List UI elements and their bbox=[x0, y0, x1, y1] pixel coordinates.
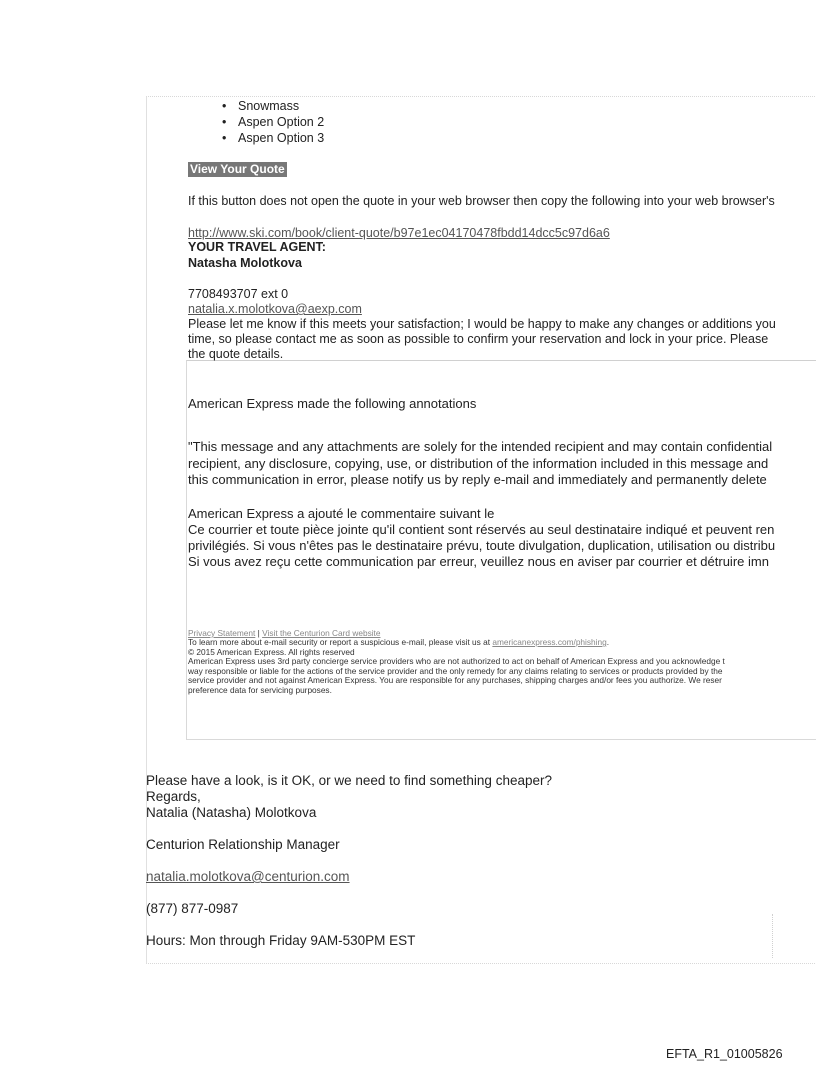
sender-phone: (877) 877-0987 bbox=[146, 901, 239, 916]
frame-divider bbox=[772, 914, 773, 958]
fineprint-disclaimer-line: service provider and not against American Express. You are responsible for any purchases, shipping charges and/or fees you authorize. We reser bbox=[188, 675, 722, 685]
centurion-website-link[interactable]: Visit the Centurion Card website bbox=[262, 628, 381, 638]
list-item: • Aspen Option 3 bbox=[222, 131, 325, 145]
regards-text: Regards, bbox=[146, 789, 201, 804]
french-heading: American Express a ajouté le commentaire suivant le bbox=[188, 506, 495, 521]
agent-message-line: Please let me know if this meets your satisfaction; I would be happy to make any changes or additions you bbox=[188, 317, 776, 331]
disclaimer-line: recipient, any disclosure, copying, use, or distribution of the information included in this message and bbox=[188, 456, 769, 471]
agent-email-link[interactable]: natalia.x.molotkova@aexp.com bbox=[188, 302, 362, 316]
quote-url-link[interactable]: http://www.ski.com/book/client-quote/b97e1ec04170478fbdd14dcc5c97d6a6 bbox=[188, 226, 610, 240]
view-quote-button[interactable]: View Your Quote bbox=[190, 162, 285, 176]
sender-name: Natalia (Natasha) Molotkova bbox=[146, 805, 317, 820]
fineprint-disclaimer-line: American Express uses 3rd party concierge service providers who are not authorized to act on behalf of American Express and you acknowledge t bbox=[188, 656, 725, 666]
disclaimer-line: "This message and any attachments are solely for the intended recipient and may contain confidential bbox=[188, 439, 773, 454]
fineprint-disclaimer-line: preference data for servicing purposes. bbox=[188, 685, 332, 695]
bullet-icon: • bbox=[222, 131, 227, 145]
annotations-heading: American Express made the following annotations bbox=[188, 396, 477, 411]
phishing-link[interactable]: americanexpress.com/phishing bbox=[492, 637, 607, 647]
french-disclaimer-line: Si vous avez reçu cette communication par erreur, veuillez nous en aviser par courrier et détruire imn bbox=[188, 554, 769, 569]
reply-question: Please have a look, is it OK, or we need to find something cheaper? bbox=[146, 773, 552, 788]
sender-title: Centurion Relationship Manager bbox=[146, 837, 340, 852]
bullet-icon: • bbox=[222, 115, 227, 129]
agent-phone: 7708493707 ext 0 bbox=[188, 287, 289, 301]
list-item: • Aspen Option 2 bbox=[222, 115, 325, 129]
copyright-text: © 2015 American Express. All rights reserved bbox=[188, 647, 355, 657]
agent-heading: YOUR TRAVEL AGENT: bbox=[188, 240, 326, 254]
agent-name: Natasha Molotkova bbox=[188, 256, 302, 270]
destination-list bbox=[216, 98, 324, 146]
phishing-notice: To learn more about e-mail security or report a suspicious e-mail, please visit us at americanexpress.com/phishing. bbox=[188, 637, 610, 647]
link-separator: | bbox=[257, 628, 260, 638]
document-id: EFTA_R1_01005826 bbox=[666, 1047, 783, 1061]
bullet-icon: • bbox=[222, 99, 227, 113]
fallback-instructions: If this button does not open the quote in your web browser then copy the following into your web browser's bbox=[188, 194, 775, 208]
french-disclaimer-line: privilégiés. Si vous n'êtes pas le destinataire prévu, toute divulgation, duplication, utilisation ou distribu bbox=[188, 538, 776, 553]
list-item: • Snowmass bbox=[222, 99, 300, 113]
agent-message-line: time, so please contact me as soon as possible to confirm your reservation and lock in your price. Please bbox=[188, 332, 769, 346]
sender-email-link[interactable]: natalia.molotkova@centurion.com bbox=[146, 869, 350, 884]
privacy-statement-link[interactable]: Privacy Statement bbox=[188, 628, 256, 638]
french-disclaimer-line: Ce courrier et toute pièce jointe qu'il contient sont réservés au seul destinataire indiqué et peuvent ren bbox=[188, 522, 775, 537]
office-hours: Hours: Mon through Friday 9AM-530PM EST bbox=[146, 933, 416, 948]
fineprint-disclaimer-line: way responsible or liable for the actions of the service provider and the only remedy for any claims relating to services or products provided by the bbox=[188, 666, 723, 676]
agent-message-line: the quote details. bbox=[188, 347, 284, 361]
disclaimer-line: this communication in error, please notify us by reply e-mail and immediately and permanently delete bbox=[188, 472, 767, 487]
